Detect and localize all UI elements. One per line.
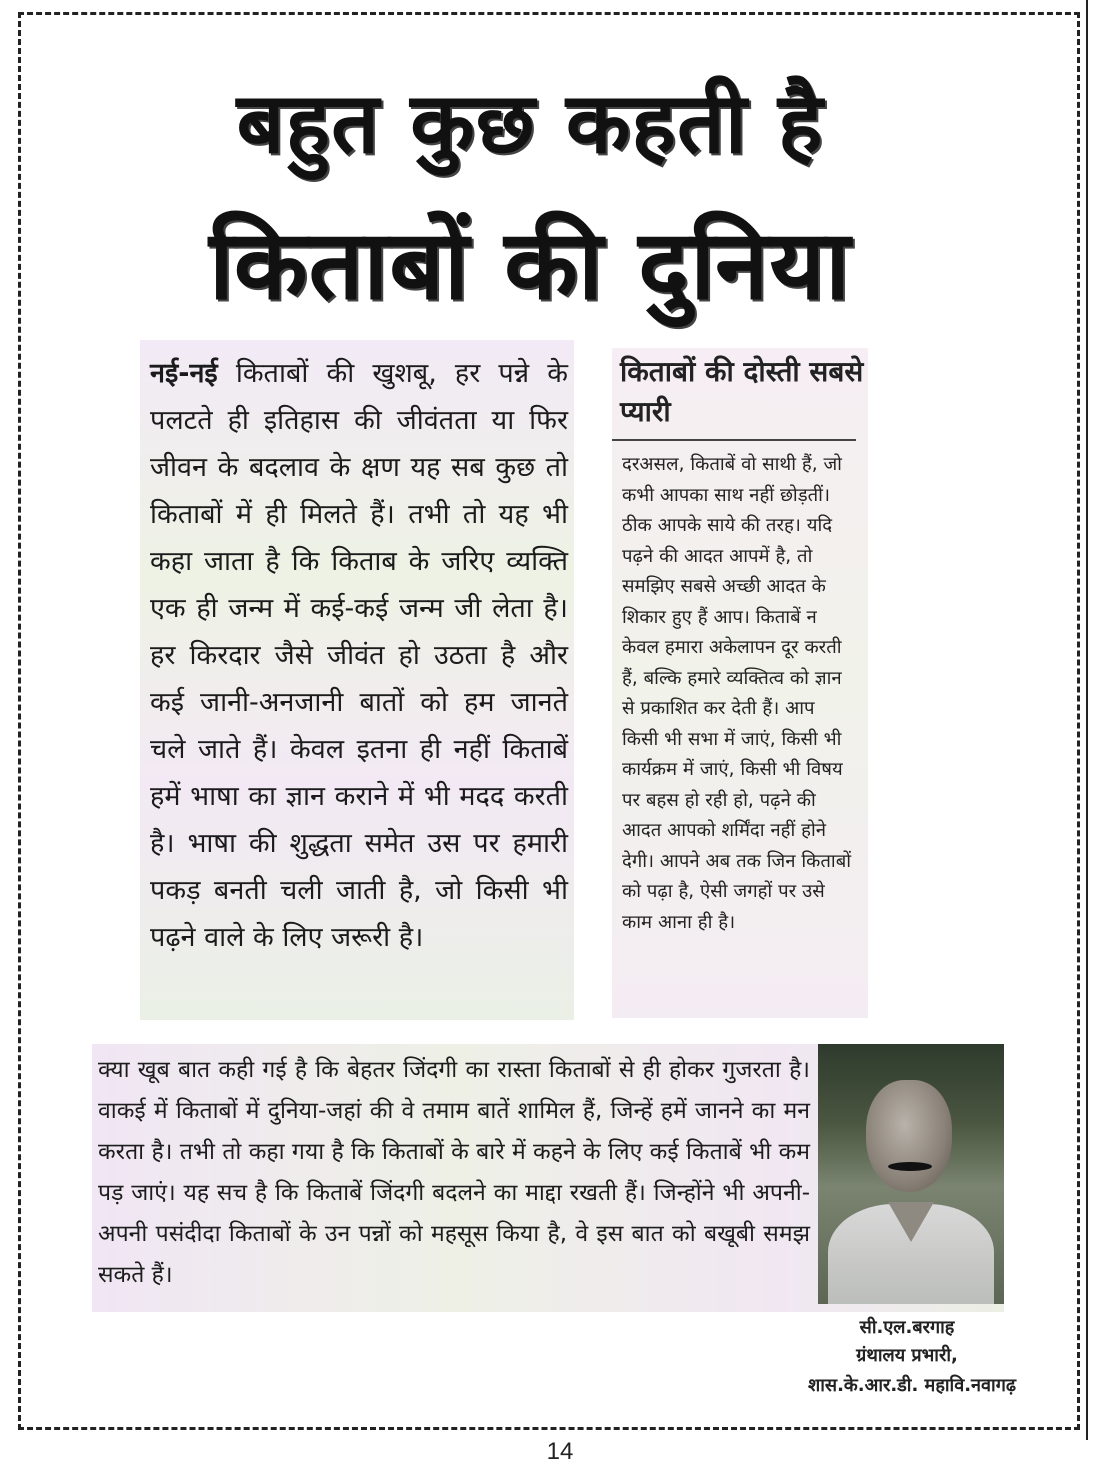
byline-name: सी.एल.बरगाह [859,1317,955,1338]
byline-institution: शास.के.आर.डी. महावि.नवागढ़ [808,1375,1016,1396]
author-photo-face [866,1080,952,1192]
bottom-quote-text: क्या खूब बात कही गई है कि बेहतर जिंदगी का रास्ता किताबों से ही होकर गुजरता है। वाकई में किताबों में दुनिया-जहां की वे तमाम बातें शामिल हैं, जिन्हें हमें जानने का मन करता है। तभी तो कहा गया है कि किताबों के बारे में कहने के लिए कई किताबें भी कम पड़ जाएं। यह सच है कि किताबें जिंदगी बदलने का माद्दा रखती हैं। जिन्होंने भी अपनी-अपनी पसंदीदा किताबों के उन पन्नों को महसूस किया है, वे इस बात को बखूबी समझ सकते हैं। [98,1057,810,1288]
author-photo [818,1044,1004,1304]
headline-line-2: किताबों की दुनिया [209,209,851,321]
page-edge-line [1086,0,1088,1440]
sidebar-body: दरअसल, किताबें वो साथी हैं, जो कभी आपका साथ नहीं छोड़तीं। ठीक आपके साये की तरह। यदि पढ़ने की आदत आपमें है, तो समझिए सबसे अच्छी आदत के शिकार हुए हैं आप। किताबें न केवल हमारा अकेलापन दूर करती हैं, बल्कि हमारे व्यक्तित्व को ज्ञान से प्रकाशित कर देती हैं। आप किसी भी सभा में जाएं, किसी भी कार्यक्रम में जाएं, किसी भी विषय पर बहस हो रही हो, पढ़ने की आदत आपको शर्मिंदा नहीं होने देगी। आपने अब तक जिन किताबों को पढ़ा है, ऐसी जगहों पर उसे काम आना ही है। [622,454,852,933]
author-photo-moustache [888,1162,932,1171]
main-article [150,350,568,961]
sidebar-divider [612,439,856,441]
headline-line-1: बहुत कुछ कहती है [236,74,824,172]
main-article-lead: नई-नई [150,358,218,389]
sidebar-heading: किताबों की दोस्ती सबसे प्यारी [620,355,864,428]
byline-designation: ग्रंथालय प्रभारी, [856,1345,958,1366]
main-article-body: किताबों की खुशबू, हर पन्ने के पलटते ही इतिहास की जीवंतता या फिर जीवन के बदलाव के क्षण यह सब कुछ तो किताबों में ही मिलते हैं। तभी तो यह भी कहा जाता है कि किताब के जरिए व्यक्ति एक ही जन्म में कई-कई जन्म जी लेता है। हर किरदार जैसे जीवंत हो उठता है और कई जानी-अनजानी बातों को हम जानते चले जाते हैं। केवल इतना ही नहीं किताबें हमें भाषा का ज्ञान कराने में भी मदद करती है। भाषा की शुद्धता समेत उस पर हमारी पकड़ बनती चली जाती है, जो किसी भी पढ़ने वाले के लिए जरूरी है। [150,358,568,953]
page-number: 14 [546,1438,574,1465]
